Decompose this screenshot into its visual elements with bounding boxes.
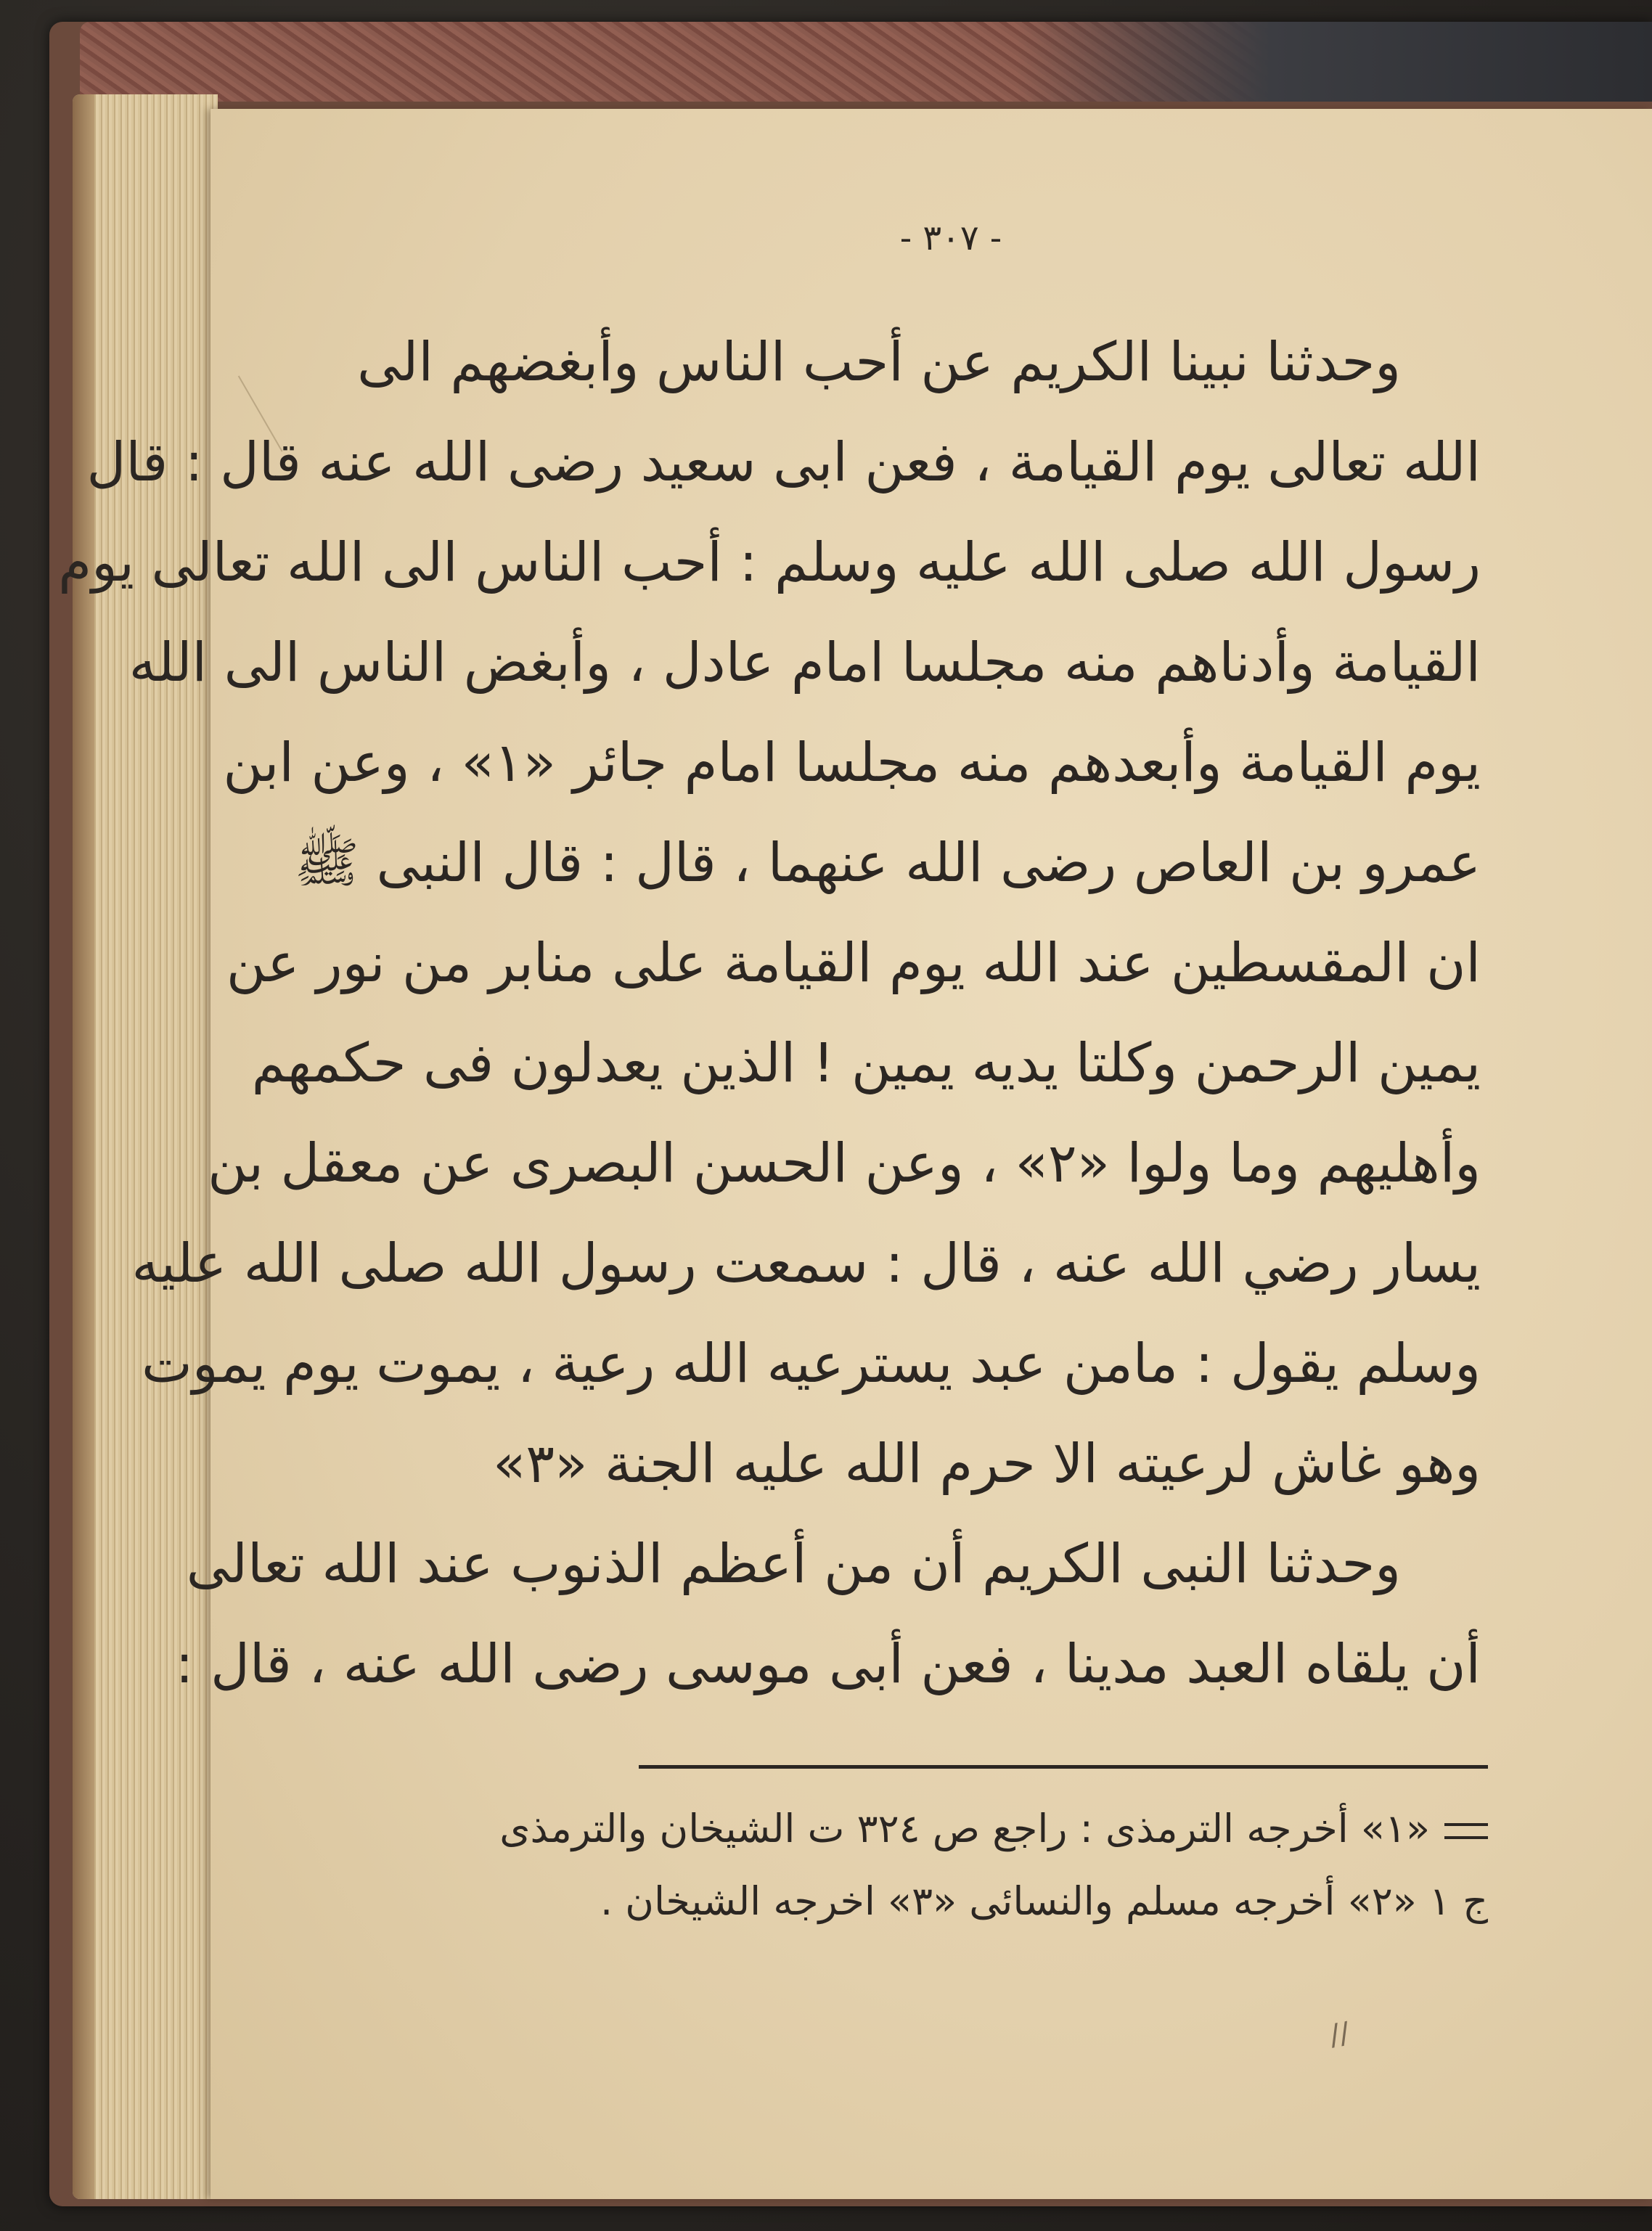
page-edges-shadow xyxy=(73,94,94,2199)
text-line: أن يلقاه العبد مدينا ، فعن أبى موسى رضى الله عنه ، قال : xyxy=(175,1633,1481,1695)
text-line: يسار رضي الله عنه ، قال : سمعت رسول الله صلى الله عليه xyxy=(131,1232,1481,1295)
footnote-text: «١» أخرجه الترمذى : راجع ص ٣٢٤ ت الشيخان والترمذى xyxy=(499,1806,1430,1851)
text-line: وحدثنا النبى الكريم أن من أعظم الذنوب عند الله تعالى xyxy=(186,1533,1401,1595)
footnote-divider xyxy=(639,1765,1488,1769)
text-line: عمرو بن العاص رضى الله عنهما ، قال : قال النبى ﷺ xyxy=(294,832,1481,894)
text-line: وأهليهم وما ولوا «٢» ، وعن الحسن البصرى عن معقل بن xyxy=(208,1132,1481,1195)
text-line: ان المقسطين عند الله يوم القيامة على منابر من نور عن xyxy=(226,932,1481,994)
footnote-line xyxy=(406,1865,1488,1938)
page-edges xyxy=(73,94,218,2199)
cover-worn-corner xyxy=(1016,22,1652,102)
main-text xyxy=(58,312,1481,1714)
text-line: يوم القيامة وأبعدهم منه مجلسا امام جائر «١» ، وعن ابن xyxy=(223,732,1481,794)
text-line: وسلم يقول : مامن عبد يسترعيه الله رعية ، يموت يوم يموت xyxy=(142,1333,1481,1395)
text-line: القيامة وأدناهم منه مجلسا امام عادل ، وأبغض الناس الى الله xyxy=(128,631,1481,694)
footnote-text: ج ١ «٢» أخرجه مسلم والنسائى «٣» اخرجه الشيخان . xyxy=(600,1878,1488,1924)
text-line: الله تعالى يوم القيامة ، فعن ابى سعيد رضى الله عنه قال : قال xyxy=(86,431,1481,494)
pencil-mark: // xyxy=(1327,2016,1352,2052)
text-line: رسول الله صلى الله عليه وسلم : أحب الناس الى الله تعالى يوم xyxy=(58,531,1481,594)
footnote-mark-icon xyxy=(1444,1823,1488,1839)
text-line: يمين الرحمن وكلتا يديه يمين ! الذين يعدلون فى حكمهم xyxy=(251,1032,1481,1094)
page-number: - ٣٠٧ - xyxy=(899,218,1002,258)
footnotes xyxy=(406,1793,1488,1938)
footnote-line xyxy=(406,1793,1488,1865)
text-line: وحدثنا نبينا الكريم عن أحب الناس وأبغضهم الى xyxy=(357,331,1401,393)
text-line: وهو غاش لرعيته الا حرم الله عليه الجنة «٣» xyxy=(493,1433,1481,1495)
